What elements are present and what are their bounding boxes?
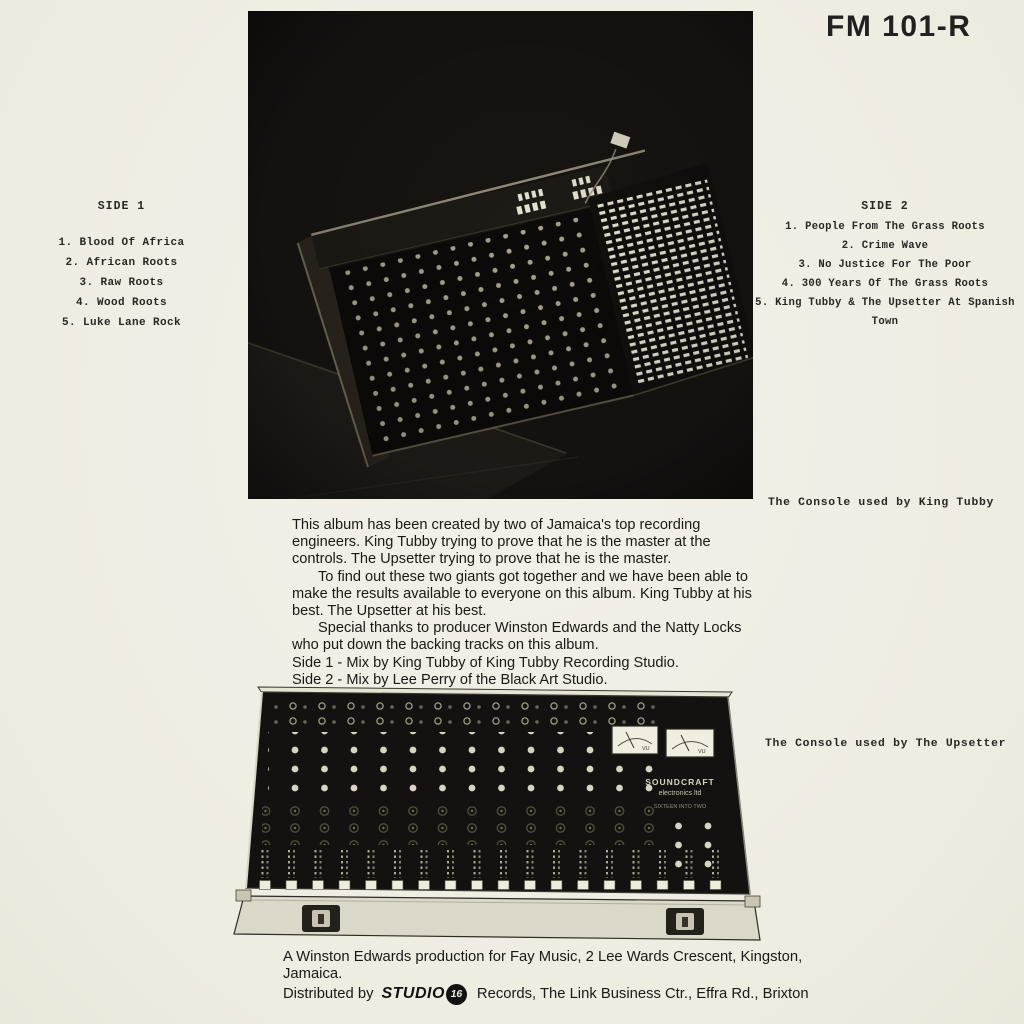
studio16-logo-word: STUDIO (381, 985, 445, 1003)
track-item: 2. African Roots (65, 257, 178, 269)
case-latch-right (666, 908, 704, 935)
track-item: 5. Luke Lane Rock (61, 317, 182, 329)
track-item: 5. King Tubby & The Upsetter At Spanish Town (755, 297, 1015, 328)
side1-tracks (14, 233, 229, 333)
case-latch-left (302, 905, 340, 932)
fader-scales (258, 847, 730, 878)
track-item: 4. 300 Years Of The Grass Roots (781, 278, 989, 290)
bottom-photo-caption: The Console used by The Upsetter (765, 738, 1007, 750)
track-item: 1. Blood Of Africa (58, 237, 185, 249)
side1-tracklist (14, 200, 229, 333)
production-credit-line1: A Winston Edwards production for Fay Music, 2 Lee Wards Crescent, Kingston, (283, 949, 803, 965)
side2-heading: SIDE 2 (861, 200, 909, 213)
king-tubby-console-photo (248, 11, 753, 499)
vu-label: VU (642, 746, 650, 752)
vu-meter-right (666, 729, 714, 757)
eq-knobs (268, 732, 660, 803)
aux-knobs (262, 806, 664, 845)
album-description (292, 517, 764, 689)
fader-caps (254, 877, 730, 891)
description-para1: This album has been created by two of Jamaica's top recording engineers. King Tubby trying to prove that he is the master at the controls. The Upsetter trying to prove that he is the master. (292, 517, 711, 568)
track-item: 3. No Justice For The Poor (798, 259, 972, 271)
footer-credits (283, 949, 843, 1005)
studio16-logo (381, 984, 466, 1005)
catalog-number: FM 101-R (826, 10, 972, 43)
distribution-address-text: Records, The Link Business Ctr., Effra Rd., Brixton (476, 986, 809, 1003)
console-model-text: SIXTEEN INTO TWO (653, 804, 707, 810)
track-item: 3. Raw Roots (79, 277, 164, 289)
track-item: 4. Wood Roots (75, 297, 167, 309)
master-knobs (664, 812, 732, 874)
input-gain-knobs (272, 700, 664, 729)
vu-label: VU (698, 749, 706, 755)
case-corner-left (236, 890, 251, 901)
studio16-logo-circle: 16 (446, 984, 467, 1005)
side1-heading: SIDE 1 (97, 200, 146, 213)
track-item: 2. Crime Wave (841, 240, 929, 252)
top-photo-caption: The Console used by King Tubby (768, 497, 995, 509)
description-para3: Special thanks to producer Winston Edwards and the Natty Locks who put down the backing tracks on this album. (292, 620, 742, 654)
vu-meter-left (612, 726, 658, 754)
side2-tracks (750, 218, 1020, 332)
production-credit-line2: Jamaica. (283, 965, 343, 982)
side2-tracklist (750, 200, 1020, 332)
side2-mix-credit: Side 2 - Mix by Lee Perry of the Black Art Studio. (292, 671, 608, 688)
console-brand-subtext: electronics ltd (658, 790, 702, 797)
track-item: 1. People From The Grass Roots (785, 221, 985, 233)
side1-mix-credit: Side 1 - Mix by King Tubby of King Tubby Recording Studio. (292, 654, 679, 671)
distribution-credit (283, 984, 843, 1005)
description-para2: To find out these two giants got together and we have been able to make the results available to everyone on this album. King Tubby at his best. The Upsetter at his best. (292, 568, 752, 620)
distributed-by-text: Distributed by (283, 986, 374, 1003)
upsetter-console-photo (228, 684, 768, 950)
console-brand-text: SOUNDCRAFT (645, 777, 715, 787)
case-corner-right (745, 896, 760, 907)
